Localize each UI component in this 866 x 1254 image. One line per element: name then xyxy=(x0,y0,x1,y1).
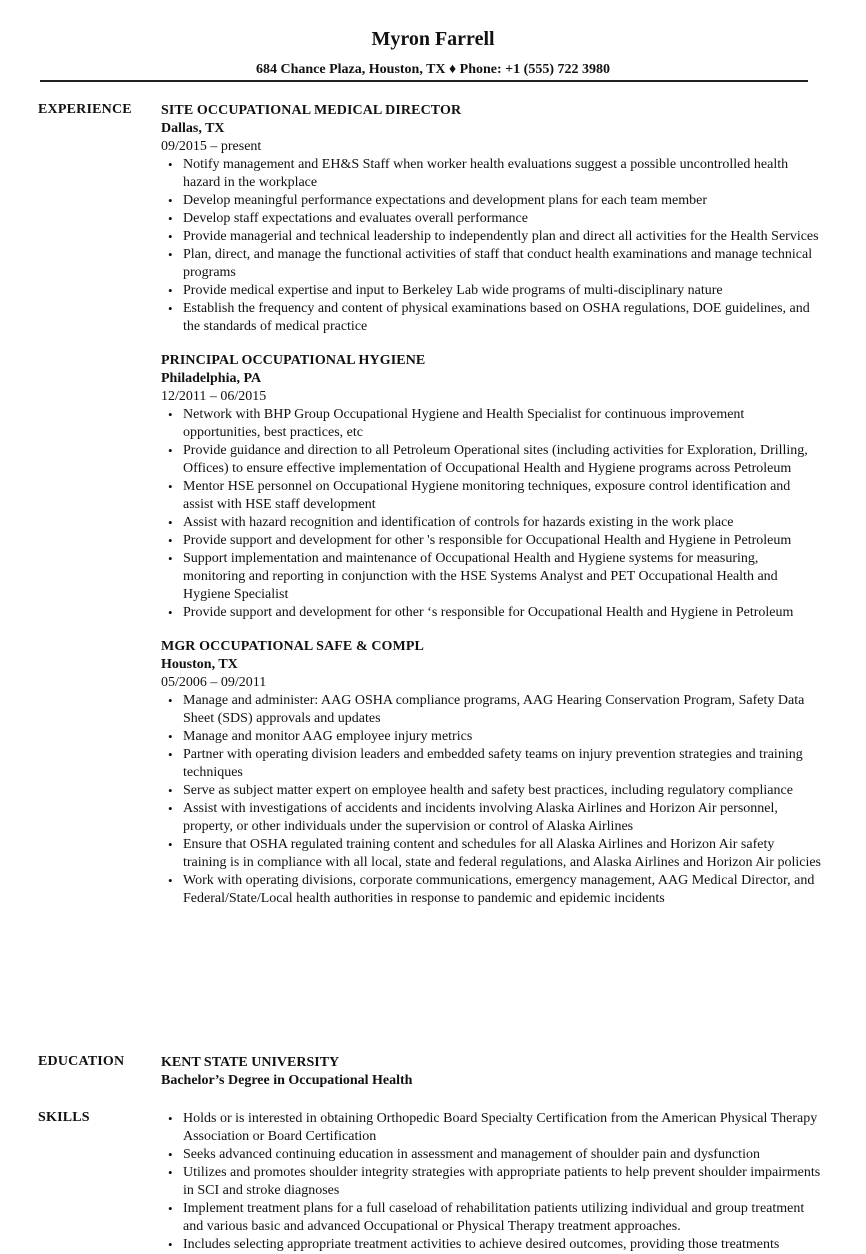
job-bullet: • Provide managerial and technical leadership to independently plan and direct all activities for the Health Services xyxy=(183,228,821,246)
job-bullet: • Work with operating divisions, corporate communications, emergency management, AAG Medical Director, and Federal/State/Local health authorities in response to pandemic and epidemic incidents xyxy=(183,872,821,908)
job-title: SITE OCCUPATIONAL MEDICAL DIRECTOR xyxy=(161,103,462,118)
header-divider xyxy=(40,80,808,82)
job-entry xyxy=(161,352,821,622)
job-bullet: • Assist with investigations of accidents and incidents involving Alaska Airlines and Horizon Air personnel, property, or other individuals under the supervision or control of Alaska Airlines xyxy=(183,800,821,836)
skill-item: • Includes selecting appropriate treatment activities to achieve desired outcomes, providing those treatments xyxy=(183,1236,821,1254)
contact-line: 684 Chance Plaza, Houston, TX ♦ Phone: +1 (555) 722 3980 xyxy=(256,62,610,77)
job-bullet: • Provide support and development for other 's responsible for Occupational Health and Hygiene in Petroleum xyxy=(183,532,821,550)
job-bullet: • Ensure that OSHA regulated training content and schedules for all Alaska Airlines and Horizon Air safety training is in compliance with all local, state and federal regulations, and Alaska Airlines and Horizon Air policies xyxy=(183,836,821,872)
job-bullet: • Provide medical expertise and input to Berkeley Lab wide programs of multi-disciplinary nature xyxy=(183,282,821,300)
job-bullets xyxy=(161,692,821,908)
job-location: Philadelphia, PA xyxy=(161,371,262,386)
job-bullet: • Mentor HSE personnel on Occupational Hygiene monitoring techniques, exposure control identification and assist with HSE staff development xyxy=(183,478,821,514)
job-bullet: • Manage and monitor AAG employee injury metrics xyxy=(183,728,821,746)
job-bullet: • Plan, direct, and manage the functional activities of staff that conduct health examinations and manage technical programs xyxy=(183,246,821,282)
job-bullet: • Develop staff expectations and evaluates overall performance xyxy=(183,210,821,228)
job-dates: 05/2006 – 09/2011 xyxy=(161,675,267,690)
job-bullet: • Develop meaningful performance expectations and development plans for each team member xyxy=(183,192,821,210)
skills-list xyxy=(161,1110,821,1254)
job-location: Dallas, TX xyxy=(161,121,225,136)
job-bullet: • Establish the frequency and content of physical examinations based on OSHA regulations, DOE guidelines, and the standards of medical practice xyxy=(183,300,821,336)
skill-item: • Holds or is interested in obtaining Orthopedic Board Specialty Certification from the American Physical Therapy Association or Board Certification xyxy=(183,1110,821,1146)
job-title: PRINCIPAL OCCUPATIONAL HYGIENE xyxy=(161,353,426,368)
skills-section-label: SKILLS xyxy=(38,1110,90,1125)
job-dates: 12/2011 – 06/2015 xyxy=(161,389,267,404)
job-location: Houston, TX xyxy=(161,657,238,672)
experience-list xyxy=(161,102,821,924)
job-bullets xyxy=(161,406,821,622)
job-bullet: • Serve as subject matter expert on employee health and safety best practices, including regulatory compliance xyxy=(183,782,821,800)
skill-item: • Seeks advanced continuing education in assessment and management of shoulder pain and dysfunction xyxy=(183,1146,821,1164)
skill-item: • Implement treatment plans for a full caseload of rehabilitation patients utilizing individual and group treatment and various basic and advanced Occupational or Physical Therapy treatment approaches. xyxy=(183,1200,821,1236)
education-degree: Bachelor’s Degree in Occupational Health xyxy=(161,1073,413,1088)
candidate-name: Myron Farrell xyxy=(371,28,495,50)
job-entry xyxy=(161,102,821,336)
job-title: MGR OCCUPATIONAL SAFE & COMPL xyxy=(161,639,424,654)
experience-section-label: EXPERIENCE xyxy=(38,102,132,117)
job-bullet: • Network with BHP Group Occupational Hygiene and Health Specialist for continuous improvement opportunities, best practices, etc xyxy=(183,406,821,442)
job-bullet: • Assist with hazard recognition and identification of controls for hazards existing in the work place xyxy=(183,514,821,532)
job-bullet: • Support implementation and maintenance of Occupational Health and Hygiene systems for measuring, monitoring and reporting in conjunction with the HSE Systems Analyst and PET Occupational Health and Hygiene Specialist xyxy=(183,550,821,604)
job-bullets xyxy=(161,156,821,336)
education-entry xyxy=(161,1054,821,1090)
job-bullet: • Provide guidance and direction to all Petroleum Operational sites (including activities for Exploration, Drilling, Offices) to ensure effective implementation of Occupational Health and Hygiene programs across Petroleum xyxy=(183,442,821,478)
job-bullet: • Provide support and development for other ‘s responsible for Occupational Health and Hygiene in Petroleum xyxy=(183,604,821,622)
skills-bullets xyxy=(161,1110,821,1254)
job-entry xyxy=(161,638,821,908)
education-section-label: EDUCATION xyxy=(38,1054,125,1069)
skill-item: • Utilizes and promotes shoulder integrity strategies with appropriate patients to help prevent shoulder impairments in SCI and stroke diagnoses xyxy=(183,1164,821,1200)
job-dates: 09/2015 – present xyxy=(161,139,262,154)
job-bullet: • Manage and administer: AAG OSHA compliance programs, AAG Hearing Conservation Program, Safety Data Sheet (SDS) approvals and updates xyxy=(183,692,821,728)
education-school: KENT STATE UNIVERSITY xyxy=(161,1055,340,1070)
job-bullet: • Partner with operating division leaders and embedded safety teams on injury prevention strategies and training techniques xyxy=(183,746,821,782)
job-bullet: • Notify management and EH&S Staff when worker health evaluations suggest a possible uncontrolled health hazard in the workplace xyxy=(183,156,821,192)
